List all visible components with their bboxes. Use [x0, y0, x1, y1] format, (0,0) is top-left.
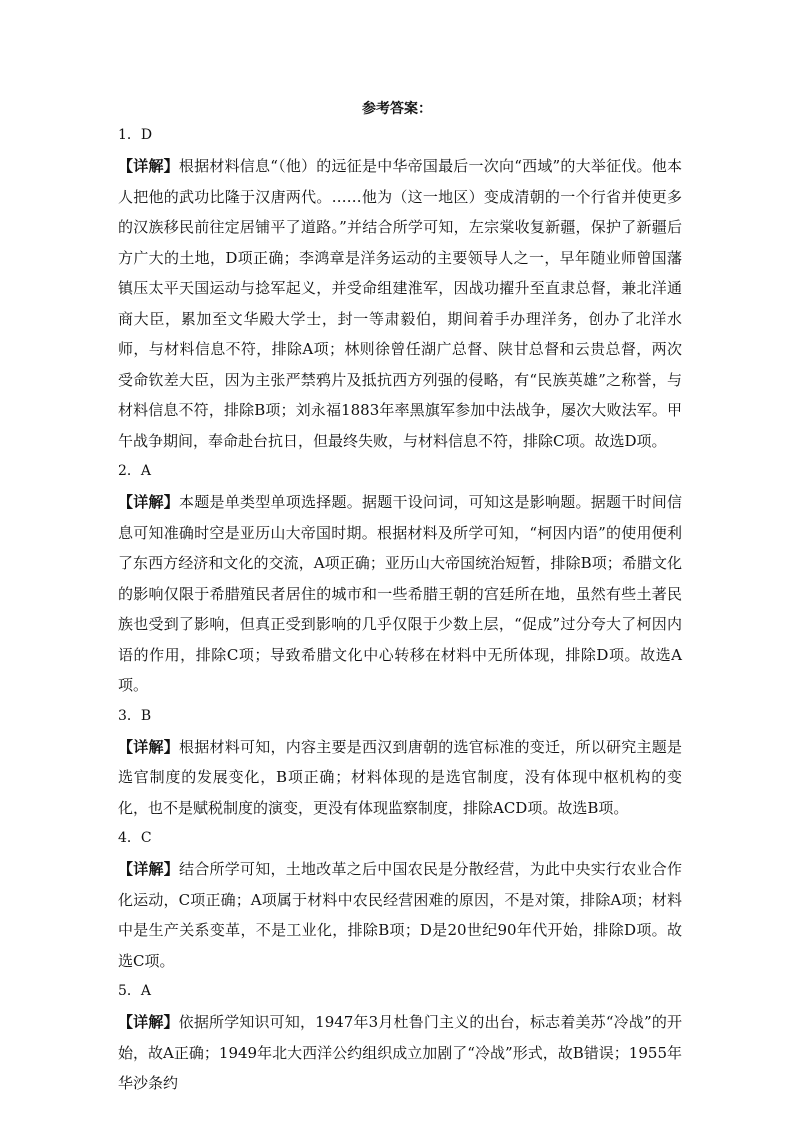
answer-list — [118, 120, 682, 1099]
explanation-text: 根据材料可知，内容主要是西汉到唐朝的选官标准的变迁，所以研究主题是选官制度的发展变化，B项正确；材料体现的是选官制度，没有体现中枢机构的变化，也不是赋税制度的演变，更没有体现监察制度，排除ACD项。故选B项。 — [118, 737, 682, 817]
answer-item-1 — [118, 120, 682, 456]
answer-item-2 — [118, 456, 682, 701]
answer-item-5 — [118, 976, 682, 1099]
detail-tag: 【详解】 — [118, 493, 179, 511]
answer-number: 5．A — [118, 983, 152, 999]
answer-explanation — [118, 487, 682, 701]
detail-tag: 【详解】 — [118, 157, 179, 175]
answer-number: 2．A — [118, 463, 152, 479]
detail-tag: 【详解】 — [118, 1013, 179, 1031]
answer-number: 3．B — [118, 707, 152, 724]
explanation-text: 根据材料信息“（他）的远征是中华帝国最后一次向“西域”的大举征伐。他本人把他的武功比隆于汉唐两代。……他为（这一地区）变成清朝的一个行省并使更多的汉族移民前往定居铺平了道路。”并结合所学可知，左宗棠收复新疆，保护了新疆后方广大的土地，D项正确；李鸿章是洋务运动的主要领导人之一，早年随业师曾国藩镇压太平天国运动与捻军起义，并受命组建淮军，因战功擢升至直隶总督，兼北洋通商大臣，累加至文华殿大学士，封一等肃毅伯，期间着手办理洋务，创办了北洋水师，与材料信息不符，排除A项；林则徐曾任湖广总督、陕甘总督和云贵总督，两次受命钦差大臣，因为主张严禁鸦片及抵抗西方列强的侵略，有“民族英雄”之称誉，与材料信息不符，排除B项；刘永福1883年率黑旗军参加中法战争，屡次大败法军。甲午战争期间，奉命赴台抗日，但最终失败，与材料信息不符，排除C项。故选D项。 — [118, 157, 682, 450]
explanation-text: 结合所学可知，土地改革之后中国农民是分散经营，为此中央实行农业合作化运动，C项正确；A项属于材料中农民经营困难的原因，不是对策，排除A项；材料中是生产关系变革，不是工业化，排除B项；D是20世纪90年代开始，排除D项。故选C项。 — [118, 860, 682, 970]
answer-number: 4．C — [118, 830, 152, 846]
detail-tag: 【详解】 — [118, 737, 179, 756]
answer-number: 1．D — [118, 127, 153, 143]
page-title: 参考答案： — [362, 101, 432, 117]
answer-item-4 — [118, 823, 682, 976]
answer-item-3 — [118, 701, 682, 824]
detail-tag: 【详解】 — [118, 860, 179, 878]
answer-explanation — [118, 732, 682, 824]
explanation-text: 依据所学知识可知，1947年3月杜鲁门主义的出台，标志着美苏“冷战”的开始，故A正确；1949年北大西洋公约组织成立加剧了“冷战”形式，故B错误；1955年华沙条约 — [118, 1013, 682, 1092]
answer-explanation — [118, 151, 682, 456]
answer-explanation — [118, 1007, 682, 1099]
explanation-text: 本题是单类型单项选择题。据题干设问词，可知这是影响题。据题干时间信息可知准确时空是亚历山大帝国时期。根据材料及所学可知，“柯因内语”的使用便利了东西方经济和文化的交流，A项正确；亚历山大帝国统治短暂，排除B项；希腊文化的影响仅限于希腊殖民者居住的城市和一些希腊王朝的宫廷所在地，虽然有些土著民族也受到了影响，但真正受到影响的几乎仅限于少数上层，“促成”过分夸大了柯因内语的作用，排除C项；导致希腊文化中心转移在材料中无所体现，排除D项。故选A项。 — [118, 493, 682, 694]
answer-explanation — [118, 854, 682, 976]
